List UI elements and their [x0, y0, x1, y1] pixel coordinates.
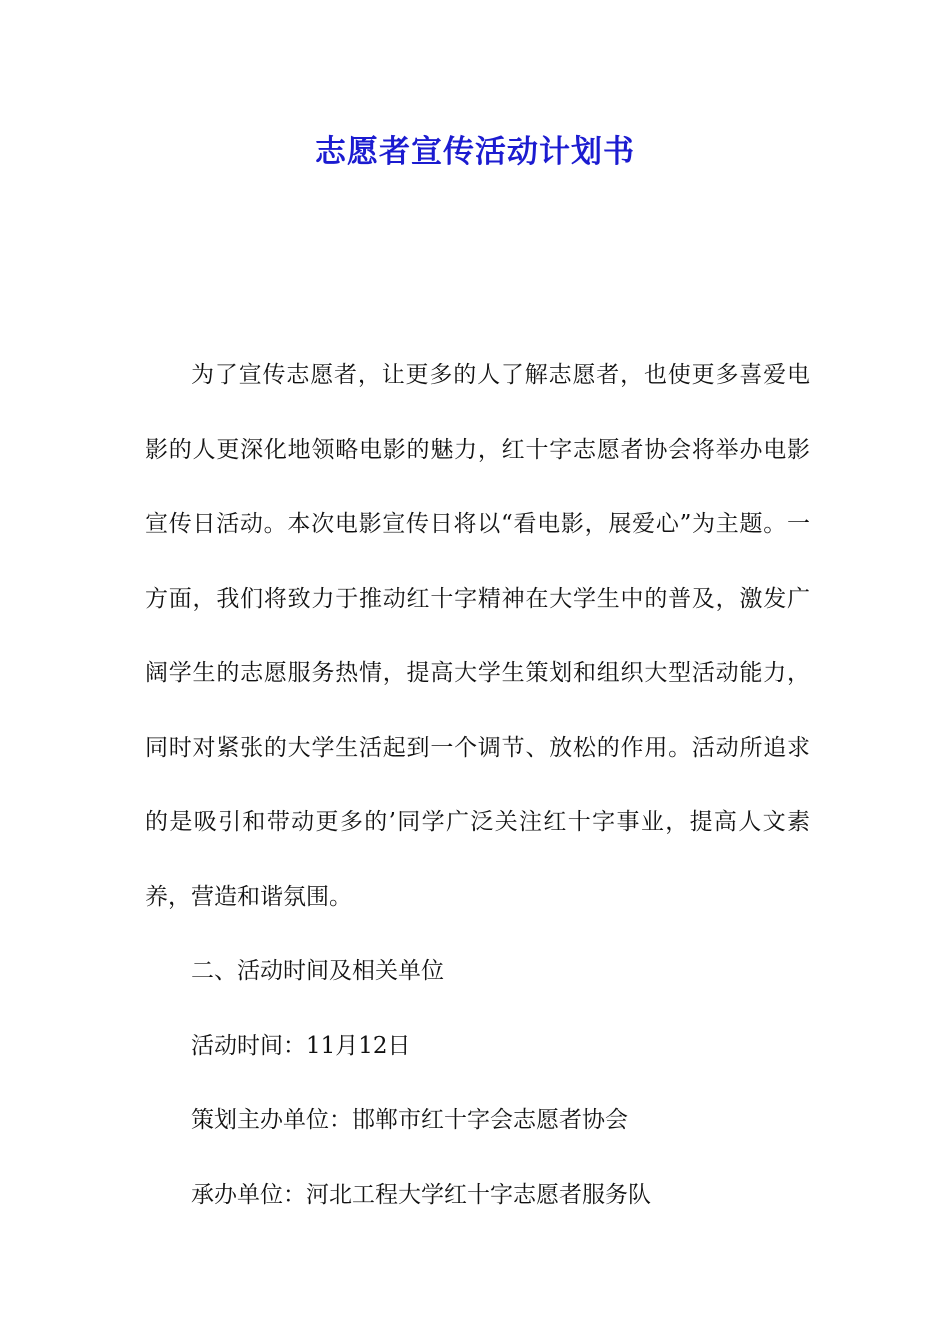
section-heading: 二、活动时间及相关单位 — [191, 958, 444, 984]
document-title: 志愿者宣传活动计划书 — [315, 134, 635, 170]
intro-paragraph: 为了宣传志愿者，让更多的人了解志愿者，也使更多喜爱电影的人更深化地领略电影的魅力，红十字志愿者协会将举办电影宣传日活动。本次电影宣传日将以“看电影，展爱心”为主题。一方面，我们将致力于推动红十字精神在大学生中的普及，激发广阔学生的志愿服务热情，提高大学生策划和组织大型活动能力，同时对紧张的大学生活起到一个调节、放松的作用。活动所追求的是吸引和带动更多的’同学广泛关注红十字事业，提高人文素养，营造和谐氛围。 — [145, 362, 810, 910]
document-body — [145, 338, 810, 1232]
activity-time: 活动时间：11月12日 — [191, 1032, 411, 1059]
organizer-line: 策划主办单位：邯郸市红十字会志愿者协会 — [191, 1107, 628, 1133]
host-unit-line: 承办单位：河北工程大学红十字志愿者服务队 — [191, 1181, 651, 1208]
